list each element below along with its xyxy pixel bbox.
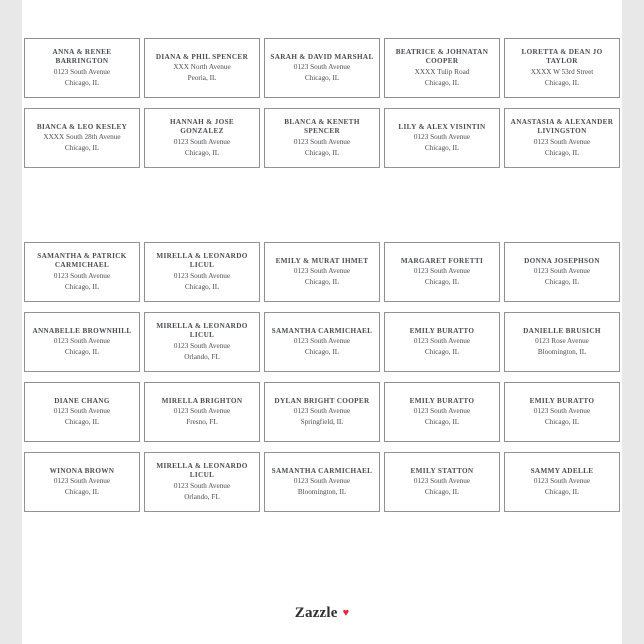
address-label-line2: Chicago, IL <box>544 417 580 426</box>
address-label <box>24 312 140 372</box>
address-label-line1: 0123 South Avenue <box>173 481 231 490</box>
zazzle-logo: Zazzle <box>294 604 338 621</box>
address-label <box>144 452 260 512</box>
address-label-line1: 0123 South Avenue <box>293 407 351 416</box>
address-label-line1: 0123 Rose Avenue <box>535 337 589 346</box>
address-label-line1: 0123 South Avenue <box>413 477 471 486</box>
label-group-bottom <box>22 242 622 522</box>
address-label-line2: Chicago, IL <box>304 73 340 82</box>
address-label-name: EMILY BURATTO <box>409 396 475 405</box>
label-group-top <box>22 38 622 178</box>
address-label <box>264 242 380 302</box>
address-label-name: HANNAH & JOSE GONZALEZ <box>169 117 235 136</box>
address-label-name: DYLAN BRIGHT COOPER <box>274 396 370 405</box>
address-label-line2: Chicago, IL <box>544 277 580 286</box>
address-label-line1: 0123 South Avenue <box>533 407 591 416</box>
address-label <box>264 382 380 442</box>
heart-icon: ♥ <box>342 607 350 620</box>
address-label-line2: Chicago, IL <box>544 487 580 496</box>
address-label-line1: 0123 South Avenue <box>53 477 111 486</box>
address-label-line1: 0123 South Avenue <box>53 67 111 76</box>
address-label-name: SAMANTHA CARMICHAEL <box>271 326 373 335</box>
address-label-line2: Chicago, IL <box>424 143 460 152</box>
address-label-line1: 0123 South Avenue <box>53 407 111 416</box>
address-label <box>504 312 620 372</box>
address-label <box>384 38 500 98</box>
address-label-name: EMILY BURATTO <box>409 326 475 335</box>
address-label-name: DANIELLE BRUSICH <box>523 326 601 335</box>
address-label-line1: 0123 South Avenue <box>413 267 471 276</box>
address-label-line2: Chicago, IL <box>424 417 460 426</box>
address-label <box>264 452 380 512</box>
address-label-name: MIRELLA & LEONARDO LICUL <box>156 321 248 340</box>
address-label-line2: Bloomington, IL <box>537 347 587 356</box>
address-label-line2: Springfield, IL <box>300 417 344 426</box>
address-label-name: SAMMY ADELLE <box>530 466 594 475</box>
address-label-line2: Chicago, IL <box>424 347 460 356</box>
address-label <box>24 382 140 442</box>
address-label-name: BIANCA & LEO KESLEY <box>36 122 128 131</box>
address-label-line2: Chicago, IL <box>424 487 460 496</box>
address-label-line1: 0123 South Avenue <box>533 477 591 486</box>
address-label-name: MARGARET FORETTI <box>400 256 484 265</box>
address-label <box>384 242 500 302</box>
address-label-line2: Orlando, FL <box>184 492 220 501</box>
address-label-name: BEATRICE & JOHNATAN COOPER <box>395 47 489 66</box>
address-label-line2: Fresno, FL <box>186 417 218 426</box>
address-label-line2: Chicago, IL <box>544 78 580 87</box>
address-label <box>264 312 380 372</box>
address-label-line2: Chicago, IL <box>184 282 220 291</box>
address-label <box>504 108 620 168</box>
address-label-line2: Chicago, IL <box>64 417 100 426</box>
address-label <box>24 108 140 168</box>
address-label-line2: Chicago, IL <box>304 347 340 356</box>
address-label-name: LILY & ALEX VISINTIN <box>398 122 486 131</box>
address-label <box>24 242 140 302</box>
address-label-name: SARAH & DAVID MARSHAL <box>270 52 374 61</box>
address-label-line2: Chicago, IL <box>64 78 100 87</box>
address-label-name: DONNA JOSEPHSON <box>524 256 600 265</box>
address-label <box>384 452 500 512</box>
address-label-name: SAMANTHA & PATRICK CARMICHAEL <box>37 251 127 270</box>
address-label <box>24 452 140 512</box>
address-label-name: MIRELLA BRIGHTON <box>161 396 243 405</box>
address-label-line2: Chicago, IL <box>424 78 460 87</box>
address-label-name: DIANE CHANG <box>54 396 110 405</box>
address-label-line1: XXXX South 28th Avenue <box>43 133 121 142</box>
address-label <box>144 382 260 442</box>
address-label-name: SAMANTHA CARMICHAEL <box>271 466 373 475</box>
address-label-line1: 0123 South Avenue <box>173 137 231 146</box>
address-label-name: EMILY STATTON <box>410 466 474 475</box>
address-label <box>264 108 380 168</box>
address-label-line1: XXXX W 53rd Street <box>530 67 594 76</box>
address-label-line2: Bloomington, IL <box>297 487 347 496</box>
address-label-line2: Chicago, IL <box>64 282 100 291</box>
address-label-line1: 0123 South Avenue <box>173 407 231 416</box>
address-label-line1: 0123 South Avenue <box>293 137 351 146</box>
address-label <box>144 312 260 372</box>
address-label <box>504 382 620 442</box>
address-label-line1: 0123 South Avenue <box>53 337 111 346</box>
address-label-line1: XXXX Tulip Road <box>414 67 470 76</box>
address-label-line1: 0123 South Avenue <box>293 337 351 346</box>
address-label-line1: 0123 South Avenue <box>413 407 471 416</box>
footer <box>22 604 622 622</box>
address-label-line2: Chicago, IL <box>64 487 100 496</box>
address-label-name: MIRELLA & LEONARDO LICUL <box>156 251 248 270</box>
address-label-line1: 0123 South Avenue <box>533 267 591 276</box>
address-label-line1: 0123 South Avenue <box>413 133 471 142</box>
address-label-line2: Chicago, IL <box>184 148 220 157</box>
address-label-line2: Chicago, IL <box>424 277 460 286</box>
address-label-line1: 0123 South Avenue <box>533 137 591 146</box>
address-label-line2: Chicago, IL <box>304 148 340 157</box>
address-label <box>144 108 260 168</box>
address-label <box>504 242 620 302</box>
address-label <box>144 38 260 98</box>
address-label-name: BLANCA & KENETH SPENCER <box>284 117 360 136</box>
address-label <box>384 312 500 372</box>
address-label-line1: 0123 South Avenue <box>173 271 231 280</box>
address-label-name: LORETTA & DEAN JO TAYLOR <box>521 47 603 66</box>
address-label-line1: 0123 South Avenue <box>53 271 111 280</box>
address-label <box>144 242 260 302</box>
address-label-name: DIANA & PHIL SPENCER <box>155 52 249 61</box>
address-label-line1: 0123 South Avenue <box>293 63 351 72</box>
address-label-line2: Orlando, FL <box>184 352 220 361</box>
address-label <box>504 38 620 98</box>
address-label-line1: 0123 South Avenue <box>173 341 231 350</box>
label-sheet <box>22 0 622 644</box>
address-label-line1: 0123 South Avenue <box>293 477 351 486</box>
address-label-line2: Chicago, IL <box>304 277 340 286</box>
address-label-name: ANNABELLE BROWNHILL <box>32 326 132 335</box>
address-label <box>384 382 500 442</box>
address-label <box>264 38 380 98</box>
address-label-name: MIRELLA & LEONARDO LICUL <box>156 461 248 480</box>
address-label-line2: Peoria, IL <box>187 73 217 82</box>
address-label-name: ANASTASIA & ALEXANDER LIVINGSTON <box>510 117 614 136</box>
address-label-line2: Chicago, IL <box>544 148 580 157</box>
address-label-name: EMILY BURATTO <box>529 396 595 405</box>
address-label <box>24 38 140 98</box>
address-label-name: WINONA BROWN <box>49 466 115 475</box>
address-label-name: ANNA & RENEE BARRINGTON <box>52 47 112 66</box>
address-label-line2: Chicago, IL <box>64 347 100 356</box>
address-label-line2: Chicago, IL <box>64 143 100 152</box>
address-label <box>504 452 620 512</box>
address-label-line1: XXX North Avenue <box>173 63 231 72</box>
address-label-line1: 0123 South Avenue <box>413 337 471 346</box>
address-label <box>384 108 500 168</box>
address-label-name: EMILY & MURAT IHMET <box>275 256 369 265</box>
address-label-line1: 0123 South Avenue <box>293 267 351 276</box>
